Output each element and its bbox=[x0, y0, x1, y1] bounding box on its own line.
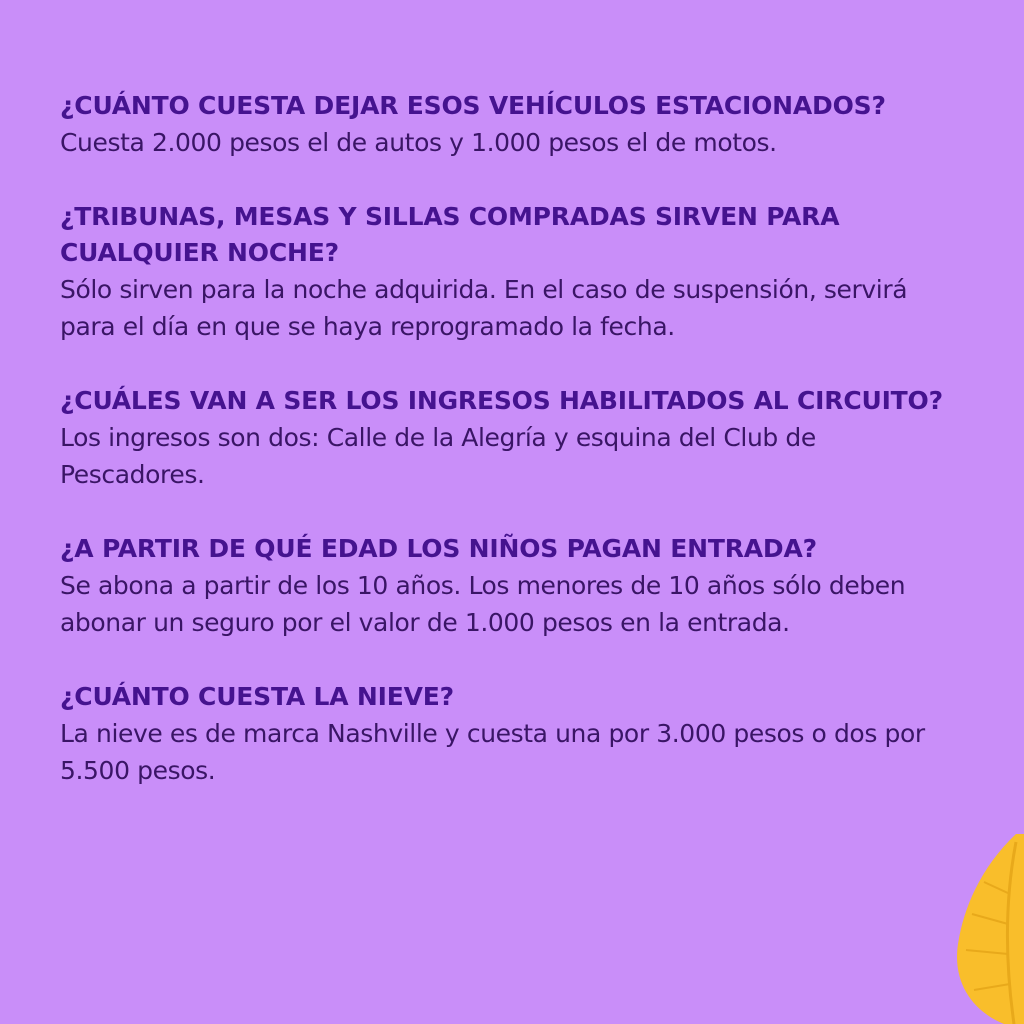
spacer bbox=[60, 493, 960, 531]
faq-item bbox=[60, 679, 960, 789]
faq-question: ¿A PARTIR DE QUÉ EDAD LOS NIÑOS PAGAN ENTRADA? bbox=[60, 534, 817, 563]
faq-question: ¿CUÁNTO CUESTA DEJAR ESOS VEHÍCULOS ESTACIONADOS? bbox=[60, 91, 886, 120]
faq-item bbox=[60, 88, 960, 161]
faq-question: ¿CUÁLES VAN A SER LOS INGRESOS HABILITADOS AL CIRCUITO? bbox=[60, 386, 943, 415]
faq-answer: Sólo sirven para la noche adquirida. En el caso de suspensión, servirá para el día en que se haya reprogramado la fecha. bbox=[60, 275, 908, 341]
spacer bbox=[60, 161, 960, 199]
faq-item bbox=[60, 383, 960, 493]
spacer bbox=[60, 641, 960, 679]
faq-item bbox=[60, 199, 960, 345]
faq-question: ¿CUÁNTO CUESTA LA NIEVE? bbox=[60, 682, 454, 711]
faq-answer: Se abona a partir de los 10 años. Los menores de 10 años sólo deben abonar un seguro por el valor de 1.000 pesos en la entrada. bbox=[60, 571, 906, 637]
faq-question: ¿TRIBUNAS, MESAS Y SILLAS COMPRADAS SIRVEN PARA CUALQUIER NOCHE? bbox=[60, 202, 840, 267]
faq-answer: Los ingresos son dos: Calle de la Alegría y esquina del Club de Pescadores. bbox=[60, 423, 816, 489]
faq-answer: Cuesta 2.000 pesos el de autos y 1.000 pesos el de motos. bbox=[60, 128, 777, 157]
faq-item bbox=[60, 531, 960, 641]
spacer bbox=[60, 345, 960, 383]
leaf-icon bbox=[944, 834, 1024, 1024]
faq-answer: La nieve es de marca Nashville y cuesta una por 3.000 pesos o dos por 5.500 pesos. bbox=[60, 719, 925, 785]
faq-list bbox=[60, 88, 960, 789]
